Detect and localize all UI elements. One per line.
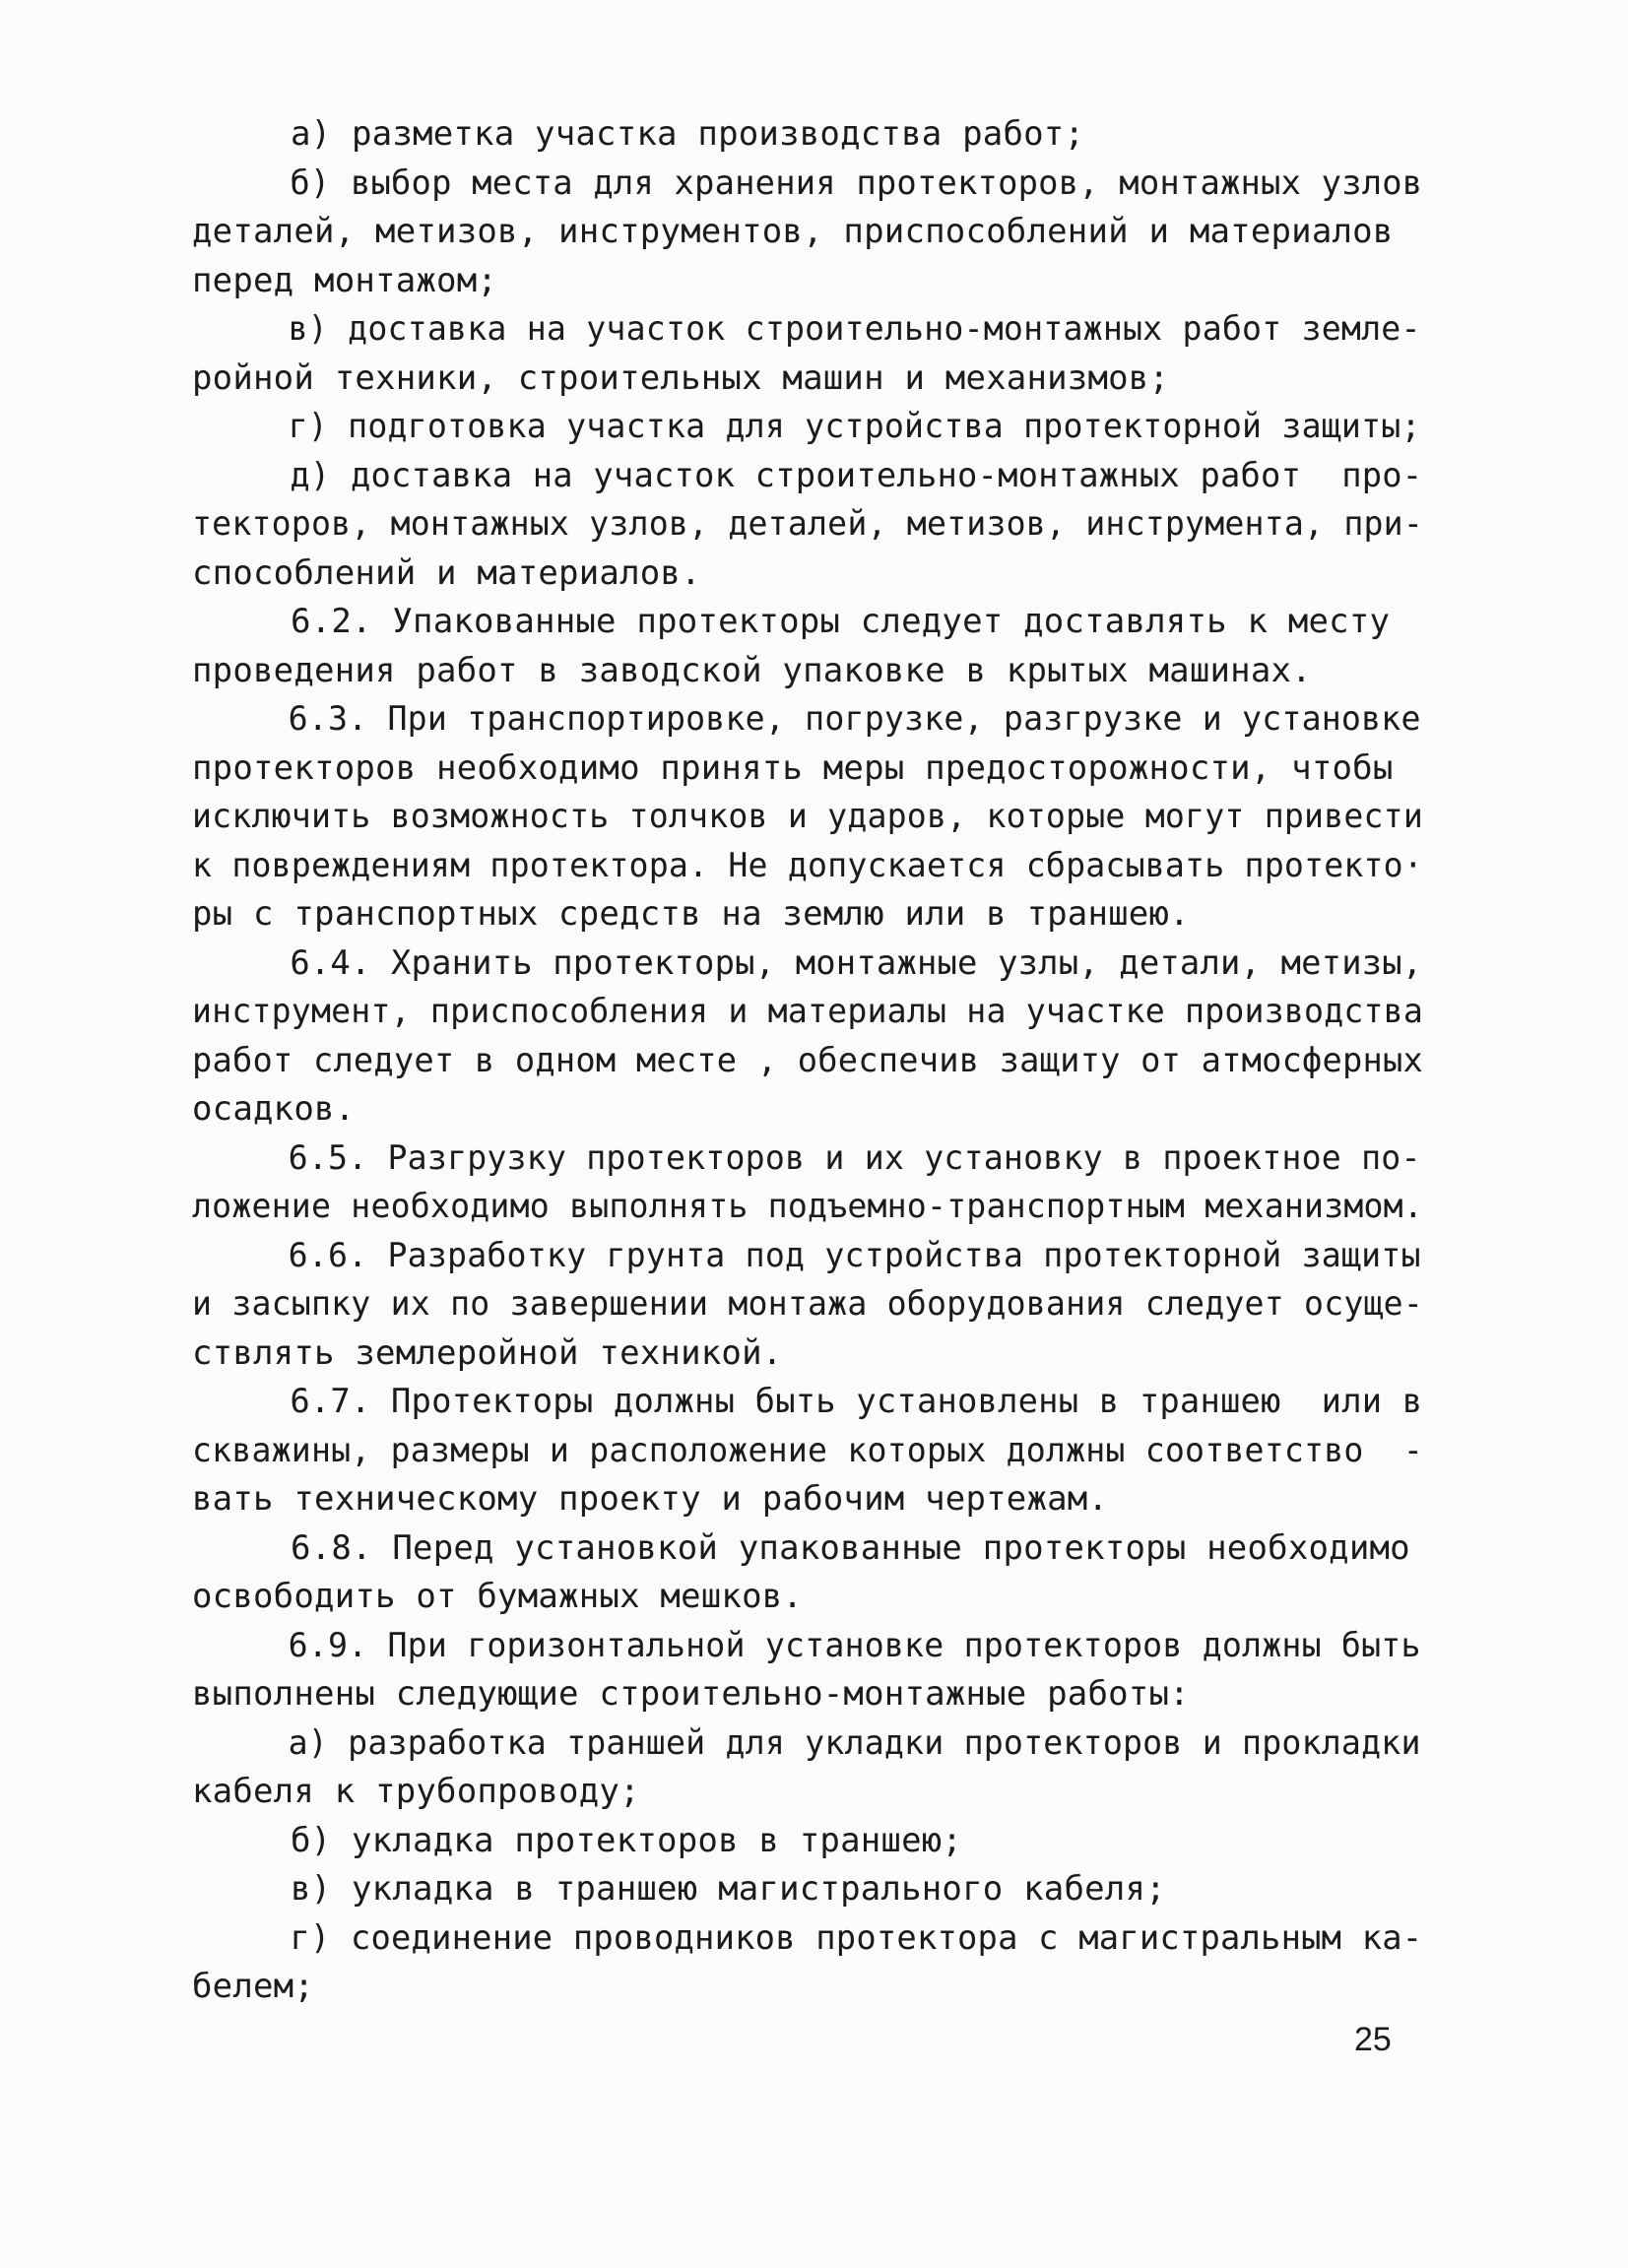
text-line: ройной техники, строительных машин и механизмов;	[192, 357, 1170, 398]
text-line: выполнены следующие строительно-монтажные работы:	[192, 1674, 1190, 1714]
text-line: 6.6. Разработку грунта под устройства протекторной защиты	[288, 1235, 1421, 1275]
text-line: 6.9. При горизонтальной установке протекторов должны быть	[288, 1625, 1421, 1665]
text-line: в) доставка на участок строительно-монтажных работ земле-	[288, 309, 1421, 349]
text-line: 6.4. Хранить протекторы, монтажные узлы, детали, метизы,	[290, 942, 1423, 983]
text-line: скважины, размеры и расположение которых должны соответство -	[192, 1430, 1424, 1470]
text-line: 6.2. Упакованные протекторы следует доставлять к месту	[291, 602, 1391, 641]
text-line: к повреждениям протектора. Не допускается сбрасывать протекто·	[192, 845, 1424, 885]
page-number: 25	[1354, 2021, 1392, 2058]
text-line: осадков.	[192, 1089, 356, 1129]
text-line: б) укладка протекторов в траншею;	[291, 1820, 963, 1860]
text-line: д) доставка на участок строительно-монтажных работ про-	[290, 455, 1423, 495]
text-line: ры с транспортных средств на землю или в траншею.	[192, 894, 1190, 934]
text-line: протекторов необходимо принять меры предосторожности, чтобы	[192, 747, 1394, 788]
text-line: белем;	[192, 1967, 315, 2006]
text-line: инструмент, приспособления и материалы на участке производства	[192, 992, 1424, 1031]
text-line: а) разметка участка производства работ;	[291, 114, 1085, 154]
text-line: в) укладка в траншею магистрального кабеля;	[291, 1869, 1166, 1909]
text-line: работ следует в одном месте , обеспечив защиту от атмосферных	[192, 1040, 1424, 1080]
text-line: б) выбор места для хранения протекторов, монтажных узлов	[290, 162, 1423, 203]
text-line: деталей, метизов, инструментов, приспособлений и материалов	[192, 212, 1394, 251]
document-body	[192, 110, 1423, 2012]
text-line: 6.8. Перед установкой упакованные протекторы необходимо	[291, 1527, 1410, 1568]
text-line: кабеля к трубопроводу;	[192, 1772, 640, 1811]
text-line: г) подготовка участка для устройства протекторной защиты;	[288, 407, 1421, 446]
text-line: ложение необходимо выполнять подъемно-транспортным механизмом.	[192, 1187, 1424, 1226]
text-line: вать техническому проекту и рабочим чертежам.	[192, 1479, 1109, 1519]
text-line: освободить от бумажных мешков.	[192, 1577, 804, 1616]
text-line: 6.5. Разгрузку протекторов и их установку в проектное по-	[288, 1137, 1421, 1178]
text-line: перед монтажом;	[192, 260, 498, 300]
text-line: проведения работ в заводской упаковке в крытых машинах.	[192, 650, 1312, 690]
text-line: г) соединение проводников протектора с магистральным ка-	[290, 1917, 1423, 1958]
text-line: и засыпку их по завершении монтажа оборудования следует осуще-	[192, 1284, 1424, 1324]
text-line: 6.3. При транспортировке, погрузке, разгрузке и установке	[288, 699, 1421, 739]
text-line: ствлять землеройной техникой.	[192, 1332, 783, 1373]
text-line: текторов, монтажных узлов, деталей, метизов, инструмента, при-	[192, 504, 1424, 544]
text-line: исключить возможность толчков и ударов, которые могут привести	[192, 797, 1424, 836]
text-line: а) разработка траншей для укладки протекторов и прокладки	[288, 1722, 1421, 1763]
text-line: 6.7. Протекторы должны быть установлены в траншею или в	[290, 1382, 1423, 1421]
text-line: способлений и материалов.	[192, 552, 701, 593]
